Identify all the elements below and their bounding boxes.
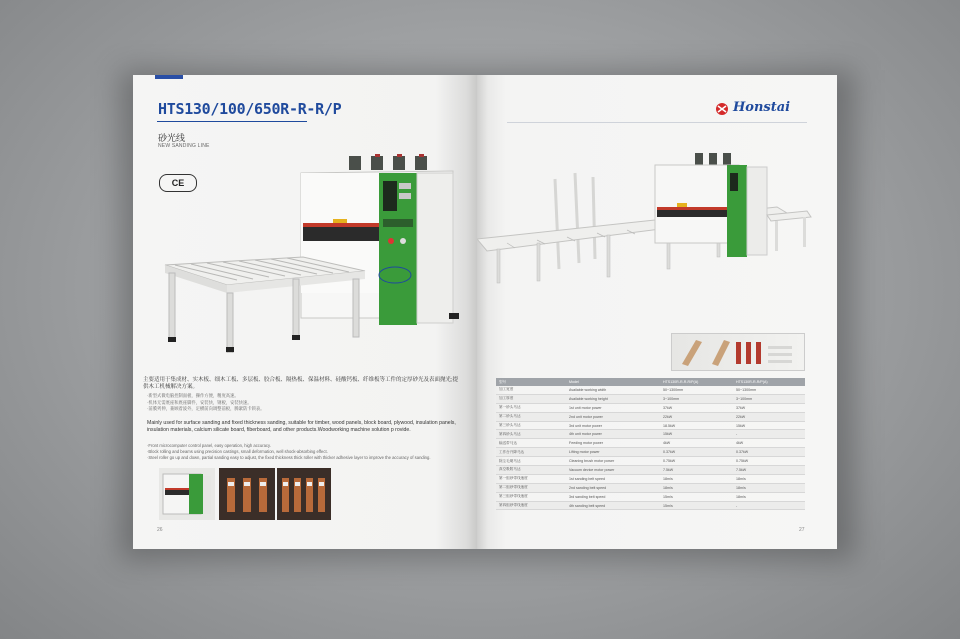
- table-cell: 第二砂头马达: [496, 412, 566, 421]
- table-cell: 18m/s: [733, 492, 805, 501]
- thumbnail-sanding-heads-2: [277, 468, 331, 520]
- table-cell: Cleaning brush motor power: [566, 457, 660, 466]
- table-cell: 18m/s: [660, 483, 733, 492]
- table-row: [496, 457, 805, 466]
- table-row: [496, 501, 805, 510]
- thumbnail-sanding-heads-1: [219, 468, 275, 520]
- table-cell: 22kW: [660, 412, 733, 421]
- table-row: [496, 448, 805, 457]
- thumbnail-machine: [159, 468, 215, 520]
- table-row: [496, 492, 805, 501]
- table-cell: 第四组砂带线速度: [496, 501, 566, 510]
- table-cell: 4kW: [660, 439, 733, 448]
- table-row: [496, 439, 805, 448]
- table-cell: 4th unit motor power: [566, 430, 660, 439]
- table-row: [496, 394, 805, 403]
- table-cell: 1st unit motor power: [566, 403, 660, 412]
- sanding-detail-photo: [671, 333, 805, 371]
- table-row: [496, 474, 805, 483]
- table-cell: 第一组砂带线速度: [496, 474, 566, 483]
- table-cell: 第四砂头马达: [496, 430, 566, 439]
- table-cell: 15kW: [660, 430, 733, 439]
- table-cell: Feeding motor power: [566, 439, 660, 448]
- table-cell: 3rd sanding belt speed: [566, 492, 660, 501]
- sanding-machine-image: [153, 153, 477, 353]
- brand-logo-text: Honstai: [733, 100, 791, 115]
- features-cn: [147, 393, 462, 413]
- table-row: [496, 412, 805, 421]
- table-cell: 加工宽度: [496, 386, 566, 394]
- table-cell: Available working width: [566, 386, 660, 394]
- table-cell: 18m/s: [660, 474, 733, 483]
- table-cell: 0.37kW: [660, 448, 733, 457]
- table-cell: 4kW: [733, 439, 805, 448]
- table-cell: 0.75kW: [733, 457, 805, 466]
- feature-cn-item: ·新型式微电脑控制面板，操作方便，精度高速。: [147, 393, 239, 398]
- table-cell: 37kW: [660, 403, 733, 412]
- table-cell: 第三砂头马达: [496, 421, 566, 430]
- table-cell: 18m/s: [733, 474, 805, 483]
- table-row: [496, 466, 805, 475]
- table-cell: 15m/s: [660, 501, 733, 510]
- feature-cn-item: ·前膜列伸，兼顾着波外，定横前向调整前板，腾紧防卡锁表。: [147, 406, 265, 411]
- table-cell: 50~1300mm: [733, 386, 805, 394]
- table-cell: 除尘毛刷马达: [496, 457, 566, 466]
- table-cell: 真空吸附马达: [496, 466, 566, 475]
- subtitle-cn: 砂光线: [158, 133, 186, 143]
- features-en: [147, 443, 465, 461]
- table-cell: 15m/s: [660, 492, 733, 501]
- page-number-left: 26: [157, 527, 163, 533]
- product-title: HTS130/100/650R-R-R/P: [158, 100, 342, 118]
- table-row: [496, 483, 805, 492]
- table-row: [496, 421, 805, 430]
- table-cell: 第一砂头马达: [496, 403, 566, 412]
- table-cell: 18m/s: [733, 483, 805, 492]
- honstai-logo-icon: [715, 102, 729, 116]
- page-number-right: 27: [799, 527, 805, 533]
- table-cell: 18.5kW: [660, 421, 733, 430]
- table-cell: 4th sanding belt speed: [566, 501, 660, 510]
- table-cell: 1st sanding belt speed: [566, 474, 660, 483]
- table-cell: 22kW: [733, 412, 805, 421]
- table-cell: 3~100mm: [660, 394, 733, 403]
- feature-en-item: ·Block rolling and beams using precision castings, small deformation, well shock-absorbing effect.: [147, 449, 328, 454]
- feature-en-item: ·Steel roller go up and down, partial sanding easy to adjust, the fixed thickness thick roller with thicker adhesive layer to improve the accuracy of sanding.: [147, 455, 431, 460]
- table-cell: Vacuum device motor power: [566, 466, 660, 475]
- ce-mark: CE: [159, 174, 197, 192]
- header-cell: 型号: [496, 378, 566, 386]
- table-cell: 3rd unit motor power: [566, 421, 660, 430]
- table-cell: 3~100mm: [733, 394, 805, 403]
- description-en: Mainly used for surface sanding and fixed thickness sanding, suitable for timber, wood panels, block board, plywood, insulation panels, insulation materials, calcium silicate board, fiberboard, and other products.Woodworking machine solution p rovide.: [147, 420, 456, 433]
- table-cell: 0.75kW: [660, 457, 733, 466]
- header-cell: Model: [566, 378, 660, 386]
- feature-cn-item: ·机体无需底座和底座脚件，安装快，钢板，安装快速。: [147, 399, 252, 405]
- table-cell: Available working height: [566, 394, 660, 403]
- spec-table: [496, 378, 805, 510]
- table-cell: 加工厚度: [496, 394, 566, 403]
- table-cell: 输送带马达: [496, 439, 566, 448]
- feature-en-item: ·Front microcomputer control panel, easy operation, high accuracy.: [147, 443, 271, 448]
- header-rule: [507, 122, 807, 123]
- table-cell: 2nd sanding belt speed: [566, 483, 660, 492]
- table-cell: 50~1300mm: [660, 386, 733, 394]
- table-cell: -: [733, 430, 805, 439]
- title-underline: [157, 121, 307, 122]
- table-cell: 2nd unit motor power: [566, 412, 660, 421]
- table-cell: 0.37kW: [733, 448, 805, 457]
- header-cell: HTS130R-R-R-R/P(A): [660, 378, 733, 386]
- table-cell: 第二组砂带线速度: [496, 483, 566, 492]
- production-line-image: [477, 151, 837, 301]
- header-tab: [155, 75, 183, 79]
- table-cell: Lifting motor power: [566, 448, 660, 457]
- table-cell: 第三组砂带线速度: [496, 492, 566, 501]
- table-cell: -: [733, 501, 805, 510]
- table-cell: 7.5kW: [733, 466, 805, 475]
- right-page: [477, 75, 837, 549]
- spec-table-header: [496, 378, 805, 386]
- table-row: [496, 403, 805, 412]
- table-row: [496, 430, 805, 439]
- table-cell: 7.5kW: [660, 466, 733, 475]
- header-cell: HTS130R-R-R/P(A): [733, 378, 805, 386]
- table-cell: 工作台升降马达: [496, 448, 566, 457]
- table-row: [496, 386, 805, 394]
- left-page: [133, 75, 477, 549]
- description-cn: 主要适用于集成材、实木板、细木工板、多层板、胶合板、隔热板、保温材料、硅酸钙板、纤维板等工件的定厚砂光及表面抛光;提供木工机械解决方案。: [143, 377, 459, 390]
- table-cell: 37kW: [733, 403, 805, 412]
- subtitle-en: NEW SANDING LINE: [158, 143, 210, 149]
- table-cell: 15kW: [733, 421, 805, 430]
